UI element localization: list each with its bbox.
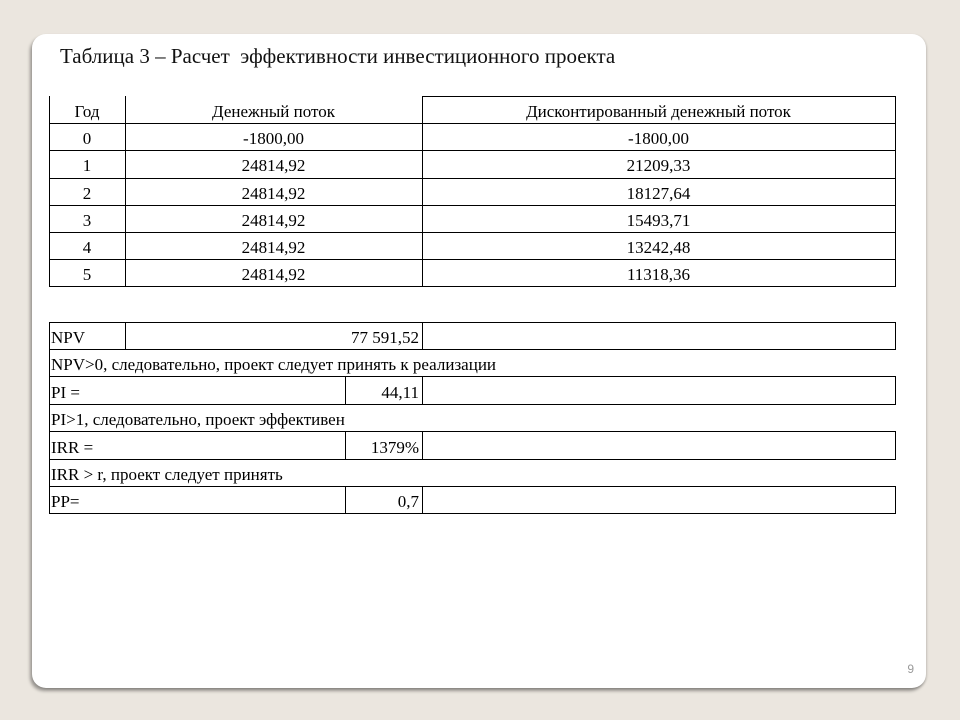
npv-label: NPV — [51, 328, 86, 347]
cashflow-border — [49, 286, 896, 287]
metrics-border — [49, 431, 896, 432]
header-cashflow: Денежный поток — [212, 102, 335, 122]
pi-value: 44,11 — [381, 383, 419, 402]
irr-value: 1379% — [370, 438, 419, 457]
irr-label: IRR = — [51, 438, 94, 457]
cashflow-border — [49, 232, 896, 233]
header-year: Год — [74, 102, 100, 122]
cashflow-cell: 24814,92 — [241, 211, 306, 230]
metrics-border — [49, 376, 345, 377]
cashflow-cell: 24814,92 — [241, 156, 306, 175]
metrics-border — [49, 513, 896, 514]
cashflow-cell: 24814,92 — [241, 238, 306, 257]
metrics-border — [49, 322, 896, 323]
metrics-border — [895, 486, 896, 514]
metrics-border — [422, 376, 423, 404]
discounted-cell: 21209,33 — [626, 156, 691, 175]
metrics-border — [49, 459, 896, 460]
year-cell: 5 — [82, 265, 92, 284]
discounted-cell: 11318,36 — [626, 265, 691, 284]
metrics-border — [49, 404, 896, 405]
cashflow-border — [49, 123, 896, 124]
metrics-border — [345, 486, 346, 514]
pp-value: 0,7 — [397, 492, 419, 511]
npv-value: 77 591,52 — [351, 328, 419, 347]
discounted-cell: 18127,64 — [626, 184, 691, 203]
metrics-border — [422, 486, 423, 514]
metrics-border — [895, 376, 896, 404]
cashflow-border — [422, 96, 423, 287]
page-number: 9 — [907, 662, 914, 676]
metrics-border — [125, 322, 126, 349]
metrics-border — [895, 431, 896, 459]
cashflow-border — [49, 259, 896, 260]
cashflow-border — [125, 96, 126, 287]
cashflow-cell: 24814,92 — [241, 184, 306, 203]
cashflow-border — [895, 96, 896, 287]
metrics-border — [422, 431, 423, 459]
header-discounted: Дисконтированный денежный поток — [526, 102, 791, 122]
metrics-border — [49, 486, 896, 487]
year-cell: 4 — [82, 238, 92, 257]
metrics-border — [49, 322, 50, 514]
pi-label: PI = — [51, 383, 80, 402]
year-cell: 2 — [82, 184, 92, 203]
discounted-cell: 15493,71 — [626, 211, 691, 230]
metrics-border — [345, 376, 346, 404]
year-cell: 1 — [82, 156, 92, 175]
cashflow-border — [49, 96, 50, 287]
metrics-border — [422, 322, 423, 349]
discounted-cell: -1800,00 — [628, 129, 689, 148]
cashflow-border — [49, 150, 896, 151]
cashflow-border — [422, 96, 896, 97]
npv-conclusion: NPV>0, следовательно, проект следует принять к реализации — [51, 355, 497, 374]
metrics-border — [345, 376, 896, 377]
metrics-border — [345, 431, 346, 459]
cashflow-cell: 24814,92 — [241, 265, 306, 284]
cashflow-border — [49, 205, 896, 206]
metrics-border — [895, 322, 896, 349]
pp-label: PP= — [51, 492, 80, 511]
cashflow-cell: -1800,00 — [243, 129, 304, 148]
pi-conclusion: PI>1, следовательно, проект эффективен — [51, 410, 345, 429]
cashflow-border — [49, 178, 896, 179]
year-cell: 3 — [82, 211, 92, 230]
irr-conclusion: IRR > r, проект следует принять — [51, 465, 283, 484]
metrics-border — [49, 349, 896, 350]
year-cell: 0 — [82, 129, 92, 148]
discounted-cell: 13242,48 — [626, 238, 691, 257]
slide-title: Таблица 3 – Расчет эффективности инвестиционного проекта — [60, 44, 616, 68]
